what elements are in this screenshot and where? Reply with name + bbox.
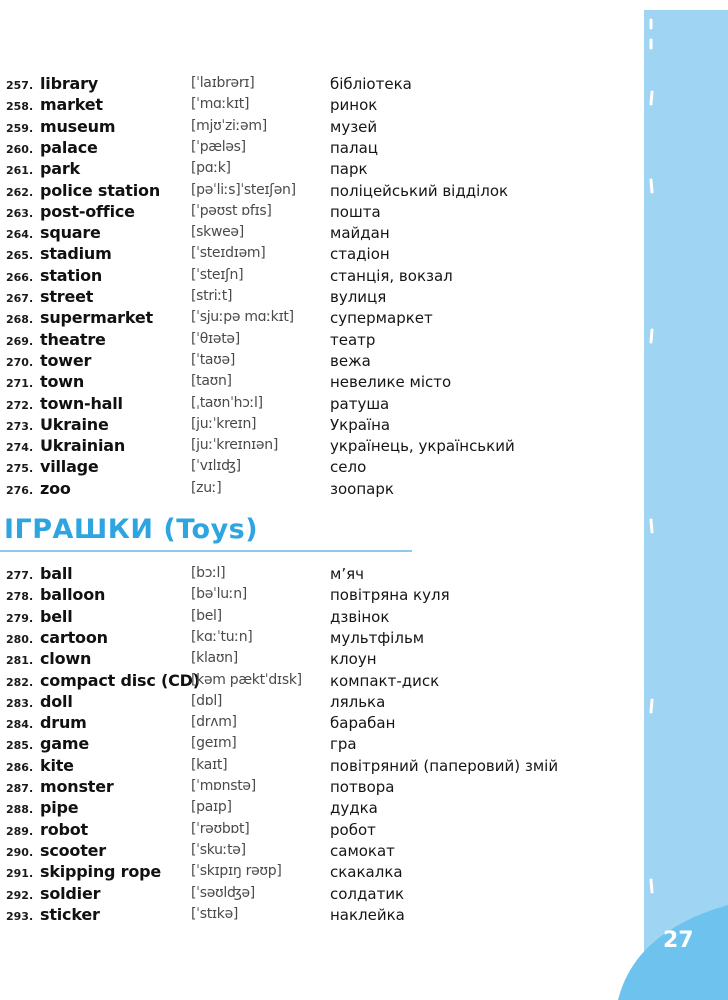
vocab-entry xyxy=(0,756,640,777)
entry-number: 257. xyxy=(6,79,34,92)
vocab-entry xyxy=(0,436,640,457)
english-word: compact disc (CD) xyxy=(40,670,200,690)
entry-number: 287. xyxy=(6,782,34,795)
sidebar-strip xyxy=(644,10,728,1000)
english-word: robot xyxy=(40,819,88,839)
entry-number: 288. xyxy=(6,803,34,817)
entry-number: 280. xyxy=(6,632,34,646)
vocab-entry xyxy=(0,330,640,351)
transcription: [kaɪt] xyxy=(191,756,228,773)
entry-number: 276. xyxy=(6,483,34,497)
english-word: game xyxy=(40,734,89,754)
transcription: [ˈskuːtə] xyxy=(191,841,246,858)
vocab-entry xyxy=(0,202,640,223)
entry-number: 265. xyxy=(6,249,34,263)
entry-number: 293. xyxy=(6,909,34,923)
english-word: zoo xyxy=(40,478,71,498)
transcription: [ˈsteɪʃn] xyxy=(191,266,244,283)
ukrainian-translation: село xyxy=(330,458,367,477)
transcription: [pɑːk] xyxy=(191,160,231,177)
transcription: [ˈθɪətə] xyxy=(191,330,240,347)
ukrainian-translation: мультфільм xyxy=(330,628,425,647)
transcription: [ˈvɪlɪʤ] xyxy=(191,458,241,475)
vocab-entry xyxy=(0,777,640,798)
vocab-entry xyxy=(0,479,640,500)
transcription: [geɪm] xyxy=(191,735,237,752)
transcription: [ˈrəʊbɒt] xyxy=(191,820,250,837)
ukrainian-translation: стадіон xyxy=(330,245,390,264)
english-word: stadium xyxy=(40,244,112,264)
english-word: ball xyxy=(40,564,73,583)
ukrainian-translation: зоопарк xyxy=(330,479,394,498)
vocab-entry xyxy=(0,351,640,372)
english-word: supermarket xyxy=(40,308,153,328)
transcription: [taʊn] xyxy=(191,373,232,390)
entry-number: 271. xyxy=(6,377,34,391)
entry-number: 289. xyxy=(6,824,34,838)
heading-underline xyxy=(0,548,412,554)
english-word: monster xyxy=(40,777,114,796)
vocab-entry xyxy=(0,244,640,265)
english-word: theatre xyxy=(40,329,106,349)
ukrainian-translation: бібліотека xyxy=(330,75,412,93)
section-heading-toys: ІГРАШКИ (Toys) xyxy=(4,514,259,545)
ukrainian-translation: скакалка xyxy=(330,863,403,882)
english-word: scooter xyxy=(40,840,106,860)
ukrainian-translation: парк xyxy=(330,160,368,179)
ukrainian-translation: самокат xyxy=(330,841,395,860)
english-word: town-hall xyxy=(40,393,123,413)
vocab-entry xyxy=(0,372,640,393)
english-word: market xyxy=(40,95,103,115)
vocab-entry xyxy=(0,820,640,841)
english-word: clown xyxy=(40,649,92,669)
ukrainian-translation: дзвінок xyxy=(330,607,390,626)
vocab-entry xyxy=(0,671,640,692)
transcription: [ˈsəʊlʤə] xyxy=(191,884,255,901)
english-word: street xyxy=(40,287,94,306)
entry-number: 278. xyxy=(6,590,34,604)
entry-number: 262. xyxy=(6,185,34,199)
vocab-entry xyxy=(0,138,640,159)
transcription: [zuː] xyxy=(191,479,222,496)
transcription: [kɑːˈtuːn] xyxy=(191,628,253,645)
vocab-entry xyxy=(0,905,640,926)
vocab-entry xyxy=(0,181,640,202)
ukrainian-translation: невелике місто xyxy=(330,373,452,392)
transcription: [bel] xyxy=(191,607,222,624)
ukrainian-translation: барабан xyxy=(330,714,396,733)
entry-number: 264. xyxy=(6,228,34,242)
english-word: sticker xyxy=(40,904,100,924)
english-word: town xyxy=(40,372,85,392)
ukrainian-translation: лялька xyxy=(330,692,386,711)
entry-number: 281. xyxy=(6,654,34,668)
transcription: [skweə] xyxy=(191,224,244,241)
ukrainian-translation: Україна xyxy=(330,415,391,434)
ukrainian-translation: вулиця xyxy=(330,288,387,306)
ukrainian-translation: робот xyxy=(330,820,376,839)
transcription: [ˈsteɪdɪəm] xyxy=(191,245,266,262)
entry-number: 266. xyxy=(6,270,34,284)
ukrainian-translation: повітряний (паперовий) змій xyxy=(330,756,559,775)
transcription: [bəˈluːn] xyxy=(191,586,247,603)
ukrainian-translation: гра xyxy=(330,735,357,754)
vocab-entry xyxy=(0,628,640,649)
transcription: [ˈpæləs] xyxy=(191,138,246,155)
transcription: [juːˈkreɪnɪən] xyxy=(191,437,278,454)
transcription: [klaʊn] xyxy=(191,650,238,667)
entry-number: 275. xyxy=(6,462,34,476)
vocab-entry xyxy=(0,159,640,180)
vocab-entry xyxy=(0,394,640,415)
vocab-entry xyxy=(0,798,640,819)
ukrainian-translation: пошта xyxy=(330,202,381,221)
vocab-entry xyxy=(0,74,640,95)
vocab-entry xyxy=(0,95,640,116)
transcription: [ˈsjuːpə mɑːkɪt] xyxy=(191,309,294,326)
ukrainian-translation: станція, вокзал xyxy=(330,266,453,285)
transcription: [striːt] xyxy=(191,288,233,304)
ukrainian-translation: потвора xyxy=(330,778,395,796)
entry-number: 292. xyxy=(6,888,34,902)
english-word: post-office xyxy=(40,201,135,221)
vocab-entry xyxy=(0,692,640,713)
vocab-entry xyxy=(0,564,640,585)
english-word: police station xyxy=(40,180,161,200)
ukrainian-translation: ринок xyxy=(330,96,378,115)
transcription: [ˈskɪpɪŋ rəʊp] xyxy=(191,863,282,880)
english-word: Ukraine xyxy=(40,414,109,434)
transcription: [ˌtaʊnˈhɔːl] xyxy=(191,394,263,411)
transcription: [ˈstɪkə] xyxy=(191,905,239,922)
transcription: [drʌm] xyxy=(191,714,237,731)
entry-number: 282. xyxy=(6,675,34,689)
vocab-entry xyxy=(0,607,640,628)
ukrainian-translation: українець, український xyxy=(330,437,515,456)
entry-number: 283. xyxy=(6,696,34,710)
transcription: [pəˈliːs]ˈsteɪʃən] xyxy=(191,181,296,198)
entry-number: 269. xyxy=(6,334,34,348)
entry-number: 286. xyxy=(6,760,34,774)
ukrainian-translation: наклейка xyxy=(330,905,405,924)
vocab-entry xyxy=(0,862,640,883)
vocab-entry xyxy=(0,457,640,478)
english-word: balloon xyxy=(40,585,106,605)
transcription: [ˈpəʊst ɒfɪs] xyxy=(191,202,272,219)
ukrainian-translation: повітряна куля xyxy=(330,586,450,605)
transcription: [mjʊˈziːəm] xyxy=(191,117,267,134)
english-word: kite xyxy=(40,755,74,775)
english-word: library xyxy=(40,74,99,93)
vocab-entry xyxy=(0,734,640,755)
ukrainian-translation: клоун xyxy=(330,650,377,669)
ukrainian-translation: майдан xyxy=(330,224,390,243)
transcription: [ˈmɒnstə] xyxy=(191,778,256,794)
ukrainian-translation: театр xyxy=(330,330,376,349)
ukrainian-translation: поліцейський відділок xyxy=(330,181,509,200)
entry-number: 279. xyxy=(6,611,34,625)
entry-number: 272. xyxy=(6,398,34,412)
english-word: soldier xyxy=(40,883,101,903)
entry-number: 270. xyxy=(6,355,34,369)
ukrainian-translation: солдатик xyxy=(330,884,405,903)
english-word: drum xyxy=(40,713,87,733)
vocab-entry xyxy=(0,266,640,287)
english-word: palace xyxy=(40,137,98,157)
vocab-entry xyxy=(0,585,640,606)
entry-number: 261. xyxy=(6,164,34,178)
entry-number: 284. xyxy=(6,718,34,732)
transcription: [ˈmɑːkɪt] xyxy=(191,96,250,113)
vocab-entry xyxy=(0,223,640,244)
english-word: skipping rope xyxy=(40,862,162,882)
entry-number: 273. xyxy=(6,419,34,433)
ukrainian-translation: супермаркет xyxy=(330,309,433,328)
entry-number: 291. xyxy=(6,867,34,881)
vocab-entry xyxy=(0,649,640,670)
entry-number: 267. xyxy=(6,292,34,305)
ukrainian-translation: компакт-диск xyxy=(330,671,440,690)
english-word: Ukrainian xyxy=(40,436,126,456)
page-number: 27 xyxy=(663,928,694,953)
english-word: doll xyxy=(40,691,73,711)
vocab-entry xyxy=(0,884,640,905)
entry-number: 274. xyxy=(6,441,34,455)
ukrainian-translation: палац xyxy=(330,138,378,157)
ukrainian-translation: ратуша xyxy=(330,394,390,413)
english-word: park xyxy=(40,159,80,179)
ukrainian-translation: вежа xyxy=(330,351,371,370)
entry-number: 263. xyxy=(6,206,34,220)
vocab-entry xyxy=(0,287,640,308)
ukrainian-translation: м’яч xyxy=(330,565,364,583)
entry-number: 258. xyxy=(6,100,34,114)
vocab-entry xyxy=(0,117,640,138)
vocab-entry xyxy=(0,841,640,862)
english-word: station xyxy=(40,265,103,285)
entry-number: 290. xyxy=(6,845,34,859)
transcription: [ˈlaɪbrərɪ] xyxy=(191,75,255,91)
entry-number: 285. xyxy=(6,739,34,753)
transcription: [dɒl] xyxy=(191,692,223,709)
english-word: square xyxy=(40,223,101,243)
transcription: [juːˈkreɪn] xyxy=(191,415,257,432)
entry-number: 277. xyxy=(6,569,34,582)
vocab-entry xyxy=(0,415,640,436)
english-word: bell xyxy=(40,606,73,626)
transcription: [kəm pæktˈdɪsk] xyxy=(191,671,302,688)
entry-number: 260. xyxy=(6,142,34,156)
ukrainian-translation: дудка xyxy=(330,799,378,818)
english-word: museum xyxy=(40,116,116,136)
ukrainian-translation: музей xyxy=(330,117,378,136)
vocab-entry xyxy=(0,308,640,329)
english-word: village xyxy=(40,457,99,477)
vocab-entry xyxy=(0,713,640,734)
entry-number: 268. xyxy=(6,313,34,327)
entry-number: 259. xyxy=(6,121,34,135)
transcription: [ˈtaʊə] xyxy=(191,351,236,368)
english-word: tower xyxy=(40,350,92,370)
english-word: pipe xyxy=(40,798,79,818)
english-word: cartoon xyxy=(40,627,108,647)
transcription: [bɔːl] xyxy=(191,565,226,581)
transcription: [paɪp] xyxy=(191,799,232,816)
